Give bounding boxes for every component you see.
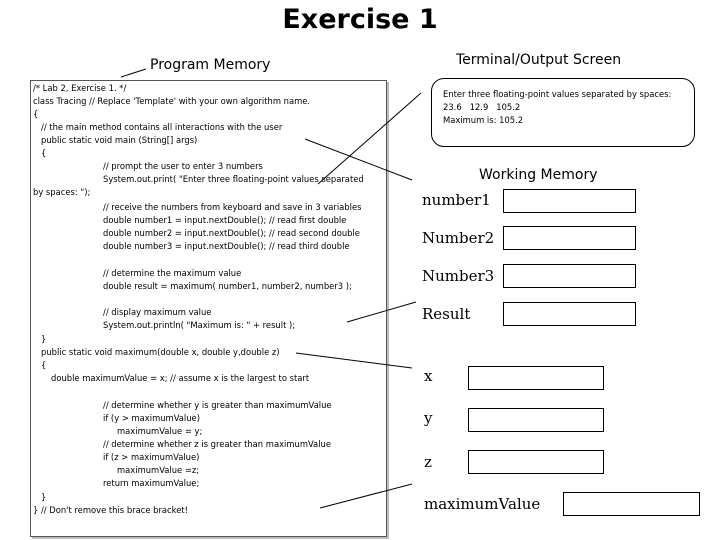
code-line: public static void maximum(double x, double y,double z) <box>41 347 280 357</box>
program-memory-heading: Program Memory <box>150 57 271 73</box>
page-title: Exercise 1 <box>282 4 438 35</box>
code-line: maximumValue =z; <box>117 465 200 475</box>
code-line: // determine the maximum value <box>103 268 242 278</box>
code-line: } <box>41 334 47 344</box>
connector-program-heading <box>121 69 146 77</box>
connector-println <box>347 302 416 322</box>
code-line: // determine whether y is greater than maximumValue <box>103 400 332 410</box>
code-line: double number2 = input.nextDouble(); // read second double <box>103 228 360 238</box>
var-label-number2: Number2 <box>422 229 495 247</box>
connector-maximum-method <box>296 353 412 368</box>
connector-main-method <box>305 139 412 180</box>
code-line: // display maximum value <box>103 307 212 317</box>
terminal-line: Maximum is: 105.2 <box>443 115 524 125</box>
code-line: { <box>33 109 39 119</box>
connector-print-terminal <box>318 93 421 184</box>
code-line: { <box>41 360 47 370</box>
code-line: double result = maximum( number1, number2, number3 ); <box>103 281 352 291</box>
code-line: // the main method contains all interactions with the user <box>41 122 283 132</box>
code-line: double number1 = input.nextDouble(); // read first double <box>103 215 347 225</box>
code-line: maximumValue = y; <box>117 426 203 436</box>
var-label-number3: Number3 <box>422 267 495 285</box>
code-line: } <box>41 492 47 502</box>
code-line: /* Lab 2, Exercise 1. */ <box>33 83 127 93</box>
terminal-heading: Terminal/Output Screen <box>456 52 622 68</box>
var-label-z: z <box>424 453 432 471</box>
code-line: System.out.print( "Enter three floating-point values separated <box>103 174 364 184</box>
code-line: System.out.println( "Maximum is: " + result ); <box>103 320 296 330</box>
code-line: // determine whether z is greater than maximumValue <box>103 439 331 449</box>
code-line: by spaces: "); <box>33 187 91 197</box>
code-line: // prompt the user to enter 3 numbers <box>103 161 263 171</box>
var-label-maximumvalue: maximumValue <box>424 495 541 513</box>
code-line: { <box>41 148 47 158</box>
terminal-line: 23.6 12.9 105.2 <box>443 102 521 112</box>
code-line: double maximumValue = x; // assume x is the largest to start <box>51 373 310 383</box>
code-line: // receive the numbers from keyboard and save in 3 variables <box>103 202 362 212</box>
var-label-x: x <box>424 367 433 385</box>
code-line: public static void main (String[] args) <box>41 135 198 145</box>
terminal-line: Enter three floating-point values separated by spaces: <box>443 89 672 99</box>
code-line: } // Don't remove this brace bracket! <box>33 505 188 515</box>
code-line: if (z > maximumValue) <box>103 452 200 462</box>
working-memory-heading: Working Memory <box>479 167 598 183</box>
var-label-result: Result <box>422 305 471 323</box>
code-line: return maximumValue; <box>103 478 200 488</box>
var-label-number1: number1 <box>422 191 491 209</box>
code-line: if (y > maximumValue) <box>103 413 200 423</box>
code-line: class Tracing // Replace 'Template' with your own algorithm name. <box>33 96 311 106</box>
code-line: double number3 = input.nextDouble(); // read third double <box>103 241 350 251</box>
var-label-y: y <box>424 409 433 427</box>
connector-method-end <box>320 484 412 508</box>
